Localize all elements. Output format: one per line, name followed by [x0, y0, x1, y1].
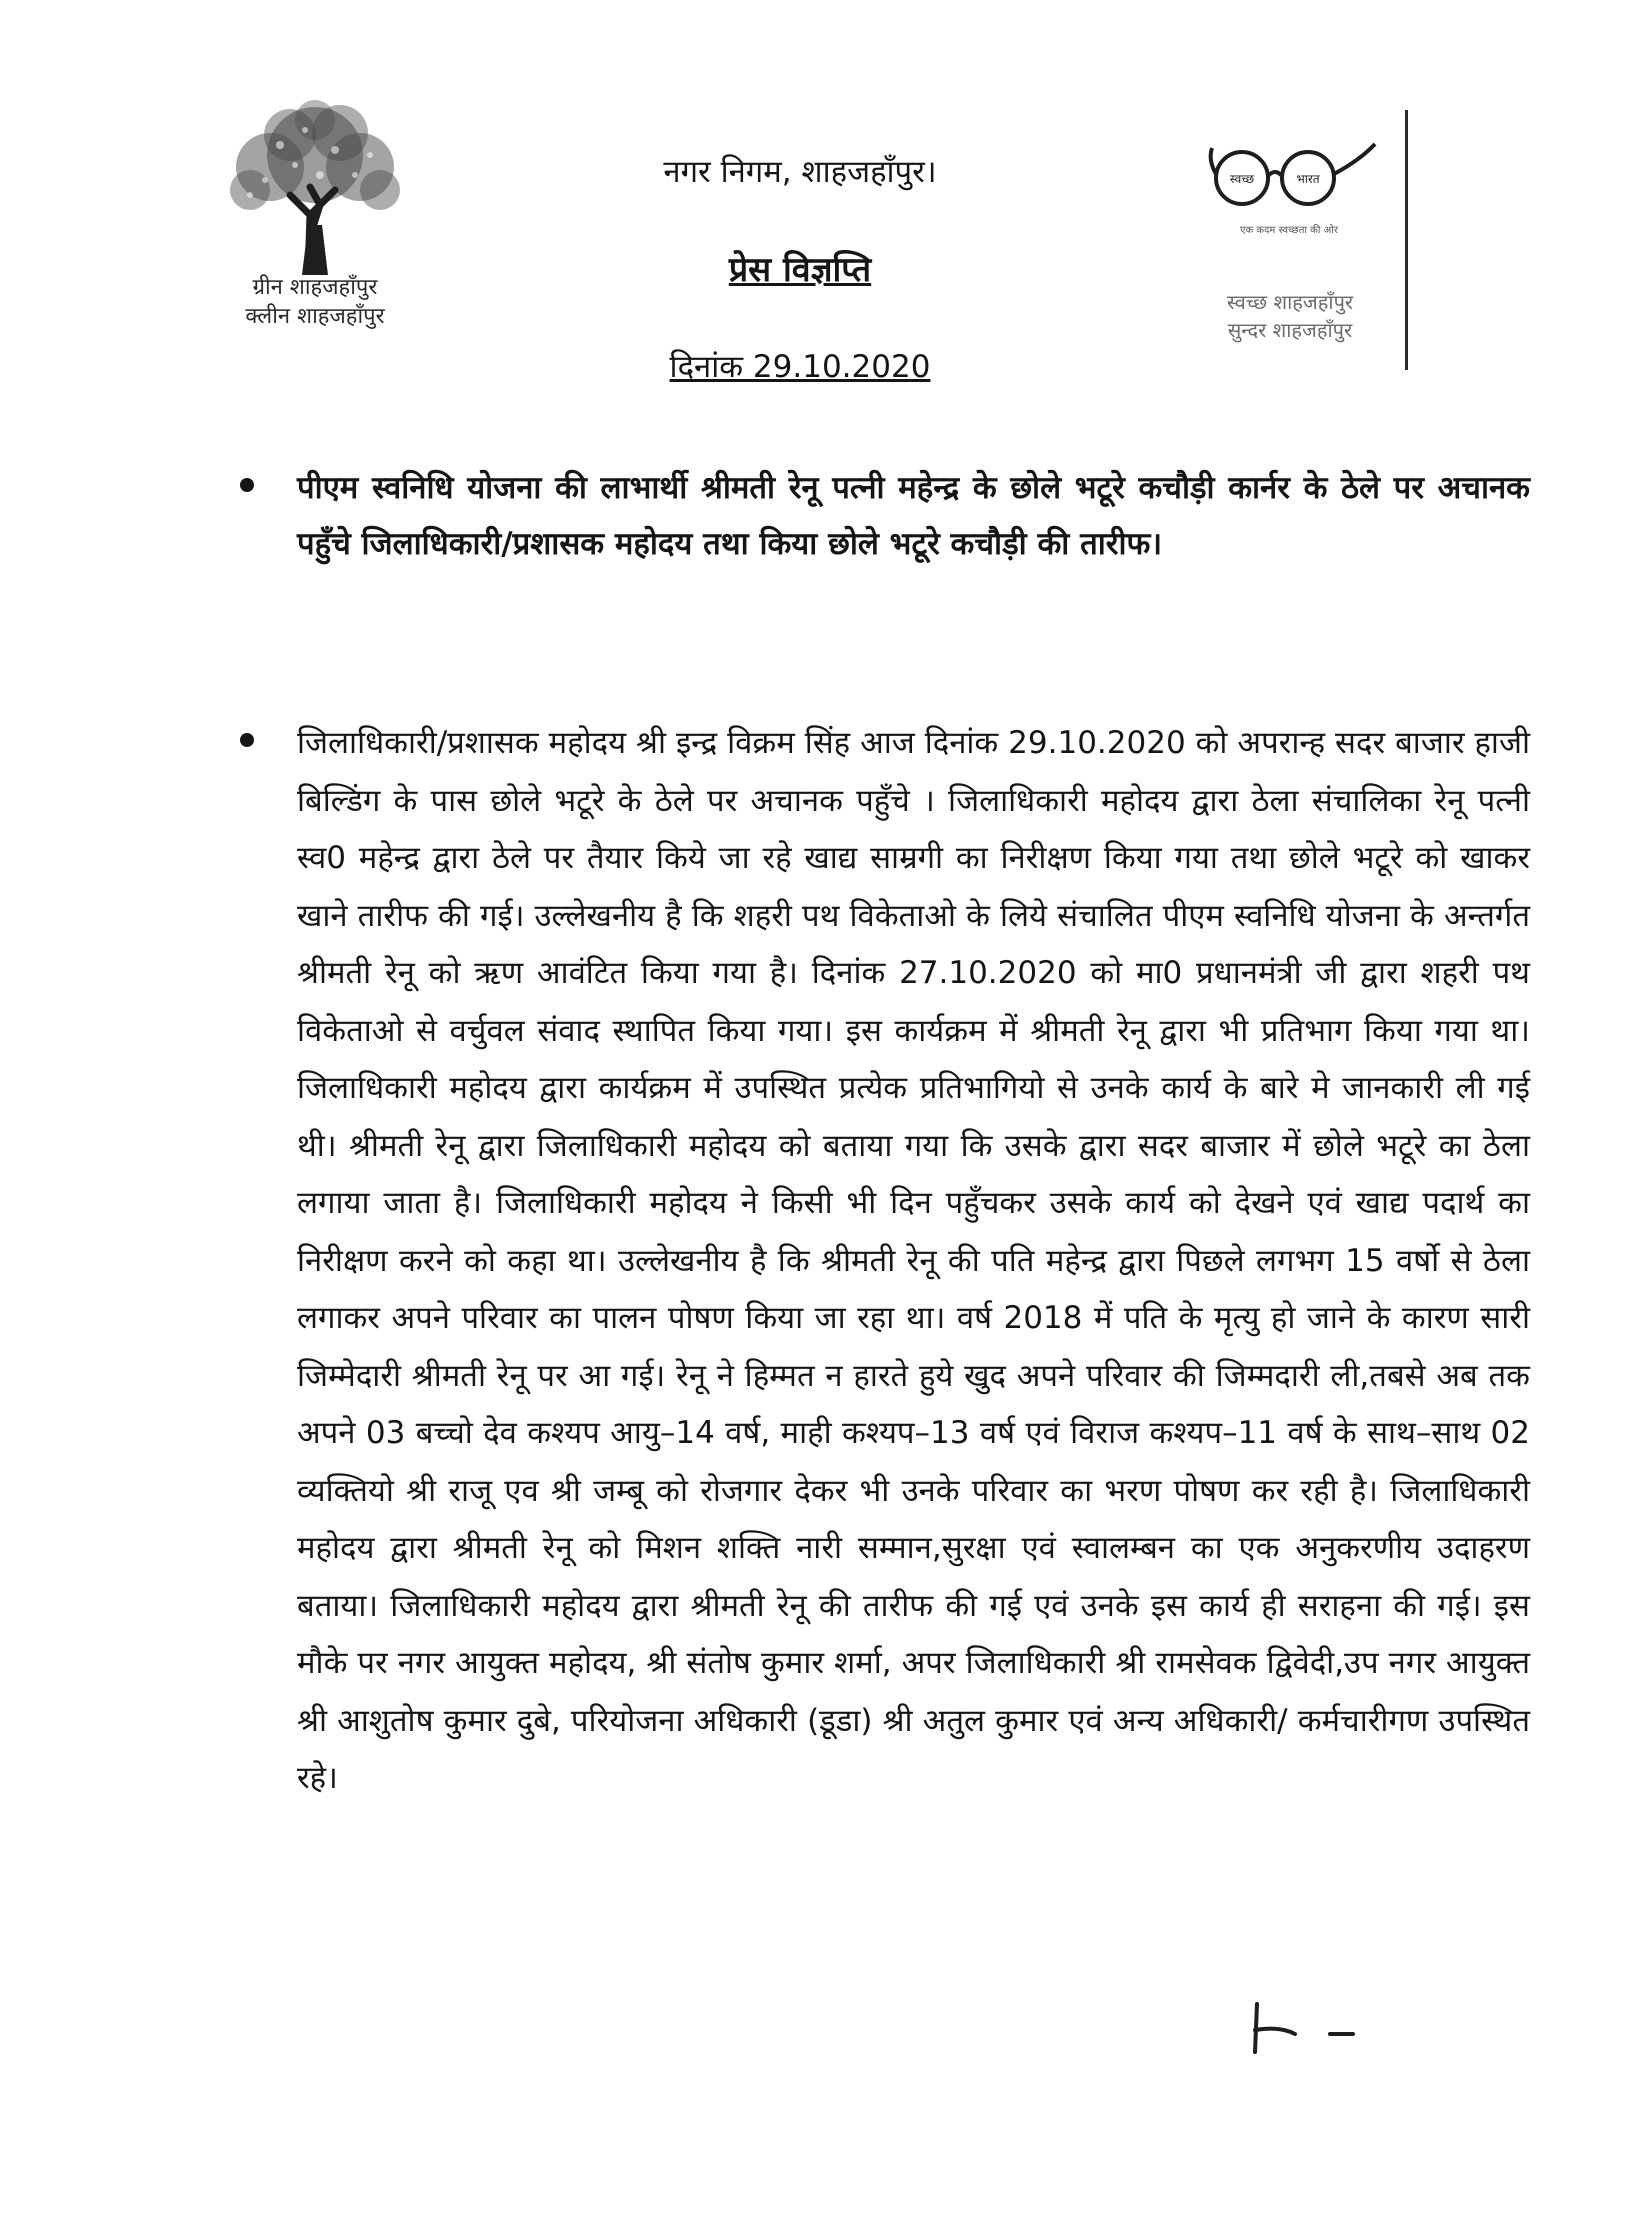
lens-left-text: स्वच्छ: [1229, 172, 1255, 186]
bullet-item-body: [240, 715, 1530, 1808]
bullet-icon: [240, 733, 254, 747]
green-shahjahanpur-logo: [200, 95, 430, 329]
right-logo-caption-line2: सुन्दर शाहजहाँपुर: [1227, 318, 1353, 342]
document-title: प्रेस विज्ञप्ति: [728, 250, 872, 290]
signature-mark: [1235, 2000, 1365, 2060]
headline-text: पीएम स्वनिधि योजना की लाभार्थी श्रीमती रेनू पत्नी महेन्द्र के छोले भटूरे कचौड़ी कार्नर के ठेले पर अचानक पहुँचे जिलाधिकारी/प्रशासक महोदय तथा किया छोले भटूरे कचौड़ी की तारीफ।: [297, 470, 1530, 562]
lens-right-text: भारत: [1296, 172, 1320, 186]
left-logo-caption-line1: ग्रीन शाहजहाँपुर: [252, 275, 378, 300]
tree-logo-icon: [210, 95, 420, 275]
bullet-icon: [240, 478, 254, 492]
left-logo-caption-line2: क्लीन शाहजहाँपुर: [245, 304, 385, 329]
bullet-item-headline: [240, 460, 1530, 572]
swachh-bharat-spectacles-icon: [1200, 130, 1380, 220]
right-logo-caption-line1: स्वच्छ शाहजहाँपुर: [1226, 290, 1354, 314]
document-date: दिनांक 29.10.2020: [669, 349, 931, 385]
header-divider: [1405, 110, 1408, 370]
organization-name: नगर निगम, शाहजहाँपुर।: [663, 154, 937, 190]
swachh-tagline: एक कदम स्वच्छता की ओर: [1240, 225, 1338, 236]
swachh-shahjahanpur-logo: [1200, 130, 1430, 370]
body-text: जिलाधिकारी/प्रशासक महोदय श्री इन्द्र विक्रम सिंह आज दिनांक 29.10.2020 को अपरान्ह सदर बाजार हाजी बिल्डिंग के पास छोले भटूरे के ठेले पर अचानक पहुँचे । जिलाधिकारी महोदय द्वारा ठेला संचालिका रेनू पत्नी स्व0 महेन्द्र द्वारा ठेले पर तैयार किये जा रहे खाद्य साम्रगी का निरीक्षण किया गया तथा छोले भटूरे को खाकर खाने तारीफ की गई। उल्लेखनीय है कि शहरी पथ विकेताओ के लिये संचालित पीएम स्वनिधि योजना के अन्तर्गत श्रीमती रेनू को ऋण आवंटित किया गया है। दिनांक 27.10.2020 को मा0 प्रधानमंत्री जी द्वारा शहरी पथ विकेताओ से वर्चुवल संवाद स्थापित किया गया। इस कार्यक्रम में श्रीमती रेनू द्वारा भी प्रतिभाग किया गया था। जिलाधिकारी महोदय द्वारा कार्यक्रम में उपस्थित प्रत्येक प्रतिभागियो से उनके कार्य के बारे मे जानकारी ली गई थी। श्रीमती रेनू द्वारा जिलाधिकारी महोदय को बताया गया कि उसके द्वारा सदर बाजार में छोले भटूरे का ठेला लगाया जाता है। जिलाधिकारी महोदय ने किसी भी दिन पहुँचकर उसके कार्य को देखने एवं खाद्य पदार्थ का निरीक्षण करने को कहा था। उल्लेखनीय है कि श्रीमती रेनू की पति महेन्द्र द्वारा पिछले लगभग 15 वर्षो से ठेला लगाकर अपने परिवार का पालन पोषण किया जा रहा था। वर्ष 2018 में पति के मृत्यु हो जाने के कारण सारी जिम्मेदारी श्रीमती रेनू पर आ गई। रेनू ने हिम्मत न हारते हुये खुद अपने परिवार की जिम्मदारी ली,तबसे अब तक अपने 03 बच्चो देव कश्यप आयु–14 वर्ष, माही कश्यप–13 वर्ष एवं विराज कश्यप–11 वर्ष के साथ–साथ 02 व्यक्तियो श्री राजू एव श्री जम्बू को रोजगार देकर भी उनके परिवार का भरण पोषण कर रही है। जिलाधिकारी महोदय द्वारा श्रीमती रेनू को मिशन शक्ति नारी सम्मान,सुरक्षा एवं स्वालम्बन का एक अनुकरणीय उदाहरण बताया। जिलाधिकारी महोदय द्वारा श्रीमती रेनू की तारीफ की गई एवं उनके इस कार्य ही सराहना की गई। इस मौके पर नगर आयुक्त महोदय, श्री संतोष कुमार शर्मा, अपर जिलाधिकारी श्री रामसेवक द्विवेदी,उप नगर आयुक्त श्री आशुतोष कुमार दुबे, परियोजना अधिकारी (डूडा) श्री अतुल कुमार एवं अन्य अधिकारी/ कर्मचारीगण उपस्थित रहे।: [297, 725, 1530, 1796]
